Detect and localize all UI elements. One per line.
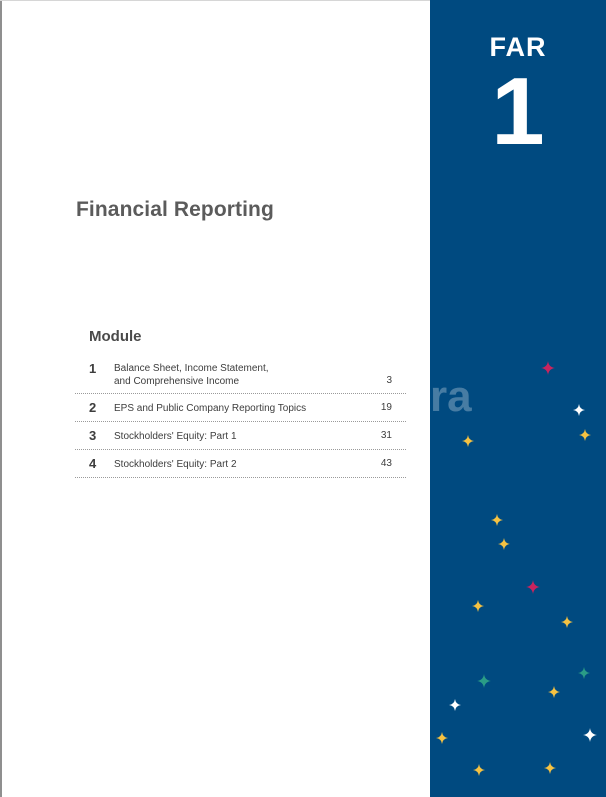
module-title-line: Balance Sheet, Income Statement,	[114, 363, 269, 374]
sparkle-icon	[471, 599, 485, 613]
page-left-edge	[0, 0, 2, 797]
page-top-edge	[0, 0, 430, 1]
sparkle-icon	[578, 428, 592, 442]
module-title-line: Stockholders' Equity: Part 1	[114, 431, 237, 442]
module-number: 1	[89, 361, 97, 376]
module-title	[114, 402, 306, 415]
sparkle-icon	[547, 685, 561, 699]
sparkle-icon	[572, 403, 586, 417]
page-title: Financial Reporting	[76, 198, 274, 221]
sparkle-icon	[543, 761, 557, 775]
module-number: 2	[89, 400, 97, 415]
module-number: 4	[89, 456, 97, 471]
sparkle-icon	[472, 763, 486, 777]
sparkle-icon	[448, 698, 462, 712]
module-page-number: 19	[380, 402, 392, 413]
sparkle-icon	[525, 579, 541, 595]
section-number: 1	[491, 58, 545, 165]
module-title	[114, 430, 237, 443]
module-page-number: 31	[380, 430, 392, 441]
module-page-number: 3	[386, 375, 392, 386]
sparkle-icon	[476, 673, 492, 689]
module-heading: Module	[89, 328, 142, 345]
watermark-text: ra	[430, 372, 472, 421]
module-page-number: 43	[380, 458, 392, 469]
module-title	[114, 362, 269, 388]
toc-row-module-4[interactable]	[75, 450, 406, 478]
sparkle-icon	[560, 615, 574, 629]
sparkle-icon	[461, 434, 475, 448]
toc-row-module-2[interactable]	[75, 394, 406, 422]
section-label: FAR	[489, 32, 547, 62]
sparkle-icon	[540, 360, 556, 376]
module-number: 3	[89, 428, 97, 443]
module-title-line: and Comprehensive Income	[114, 376, 240, 387]
module-table-of-contents	[75, 356, 406, 478]
sparkle-icon	[497, 537, 511, 551]
module-title	[114, 458, 237, 471]
module-title-line: Stockholders' Equity: Part 2	[114, 459, 237, 470]
sparkle-icon	[490, 513, 504, 527]
sparkle-icon	[577, 666, 591, 680]
module-title-line: EPS and Public Company Reporting Topics	[114, 403, 307, 414]
sparkle-icon	[582, 727, 598, 743]
sparkle-icon	[435, 731, 449, 745]
toc-row-module-3[interactable]	[75, 422, 406, 450]
toc-row-module-1[interactable]	[75, 356, 406, 394]
